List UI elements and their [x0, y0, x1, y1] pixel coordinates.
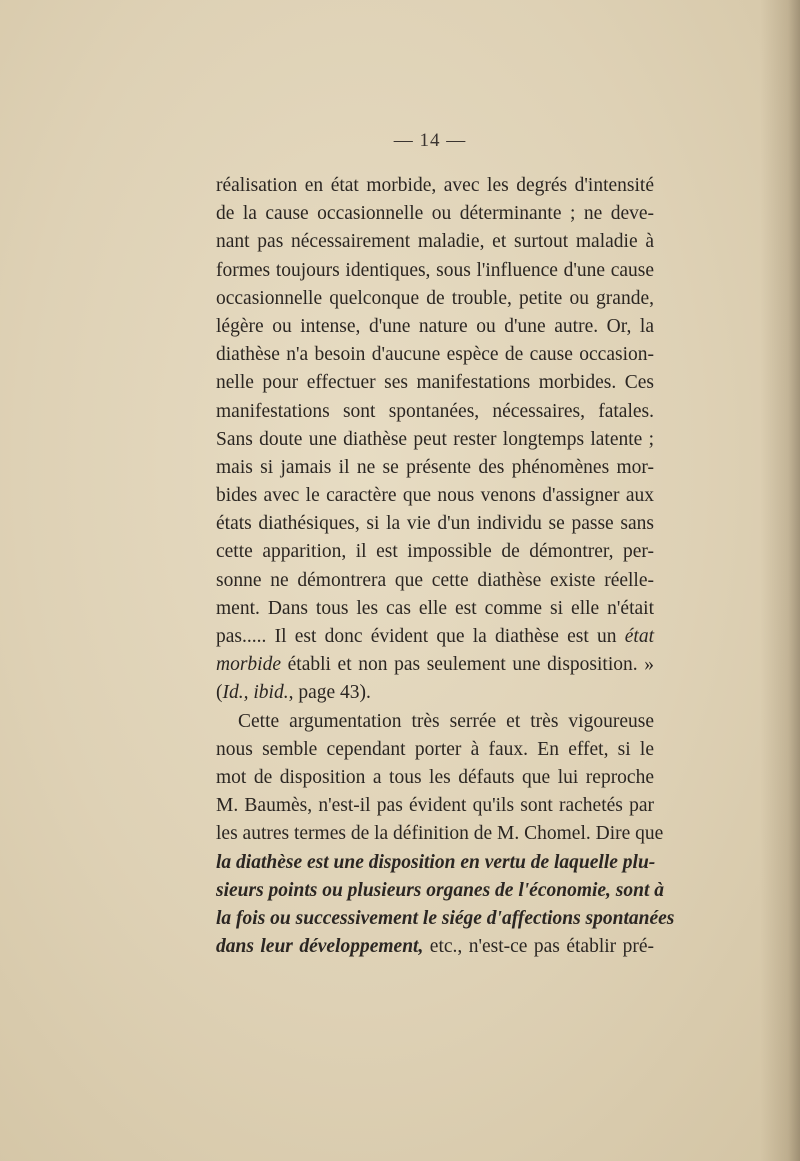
text-line	[216, 567, 654, 595]
text-segment: M. Baumès, n'est-il pas évident qu'ils sont rachetés par	[216, 795, 654, 817]
text-line	[216, 398, 654, 426]
text-line	[216, 172, 654, 200]
text-line	[216, 313, 654, 341]
text-segment: dans leur développement,	[216, 936, 424, 958]
text-segment: réalisation en état morbide, avec les degrés d'intensité	[216, 175, 654, 196]
text-line	[216, 651, 654, 679]
text-segment: (	[216, 682, 223, 704]
text-line	[216, 538, 654, 566]
text-segment: légère ou intense, d'une nature ou d'une autre. Or, la	[216, 315, 654, 337]
text-segment: Cette argumentation très serrée et très vigoureuse	[238, 710, 654, 732]
text-line	[216, 708, 654, 736]
text-line	[216, 228, 654, 256]
text-segment: sonne ne démontrera que cette diathèse existe réelle-	[216, 569, 654, 591]
text-line	[216, 933, 654, 961]
text-segment: bides avec le caractère que nous venons d'assigner aux	[216, 485, 654, 507]
text-line	[216, 623, 654, 651]
text-line	[216, 285, 654, 313]
text-segment: mot de disposition a tous les défauts que lui reproche	[216, 766, 654, 788]
text-segment: sieurs points ou plusieurs organes de l'économie, sont à	[216, 879, 665, 901]
text-segment: , page 43).	[288, 682, 371, 704]
text-segment: nant pas nécessairement maladie, et surtout maladie à	[216, 231, 654, 253]
text-line	[216, 510, 654, 538]
text-segment: Id., ibid.	[222, 682, 289, 704]
text-line	[216, 200, 654, 228]
text-line	[216, 482, 654, 510]
text-line	[216, 595, 654, 623]
text-segment: morbide	[216, 654, 281, 676]
text-segment: la diathèse est une disposition en vertu de laquelle plu-	[216, 851, 656, 873]
text-segment: de la cause occasionnelle ou déterminante ; ne deve-	[216, 203, 654, 225]
text-segment: nelle pour effectuer ses manifestations morbides. Ces	[216, 372, 654, 394]
text-segment: nous semble cependant porter à faux. En effet, si le	[216, 738, 654, 760]
text-segment: établi et non pas seulement une disposition. »	[281, 654, 654, 676]
text-line	[216, 877, 665, 905]
text-segment: diathèse n'a besoin d'aucune espèce de cause occasion-	[216, 344, 654, 366]
text-segment: cette apparition, il est impossible de démontrer, per-	[216, 541, 654, 563]
text-line	[216, 764, 654, 792]
text-segment: ment. Dans tous les cas elle est comme si elle n'était	[216, 597, 654, 619]
text-line	[216, 849, 654, 877]
page-number: — 14 —	[393, 130, 467, 151]
text-line	[216, 369, 654, 397]
text-segment: pas..... Il est donc évident que la diathèse est un	[216, 626, 625, 647]
text-segment: manifestations sont spontanées, nécessaires, fatales.	[216, 400, 654, 422]
text-segment: mais si jamais il ne se présente des phénomènes mor-	[216, 456, 654, 478]
text-segment: état	[624, 626, 654, 647]
text-segment: les autres termes de la définition de M. Chomel. Dire que	[216, 823, 664, 845]
text-line	[216, 905, 675, 933]
text-segment: occasionnelle quelconque de trouble, petite ou grande,	[216, 287, 654, 309]
text-line	[216, 679, 654, 707]
text-segment: formes toujours identiques, sous l'influence d'une cause	[216, 259, 654, 281]
text-line	[216, 792, 654, 820]
text-line	[216, 820, 664, 848]
text-segment: etc., n'est-ce pas établir pré-	[423, 936, 654, 958]
text-segment: états diathésiques, si la vie d'un individu se passe sans	[216, 513, 654, 535]
text-line	[216, 454, 654, 482]
text-line	[216, 426, 654, 454]
text-line	[216, 736, 654, 764]
text-line	[216, 341, 654, 369]
text-line	[216, 257, 654, 285]
text-segment: la fois ou successivement le siége d'affections spontanées	[216, 907, 675, 929]
body-text	[216, 172, 675, 961]
text-segment: Sans doute une diathèse peut rester longtemps latente ;	[216, 428, 654, 450]
